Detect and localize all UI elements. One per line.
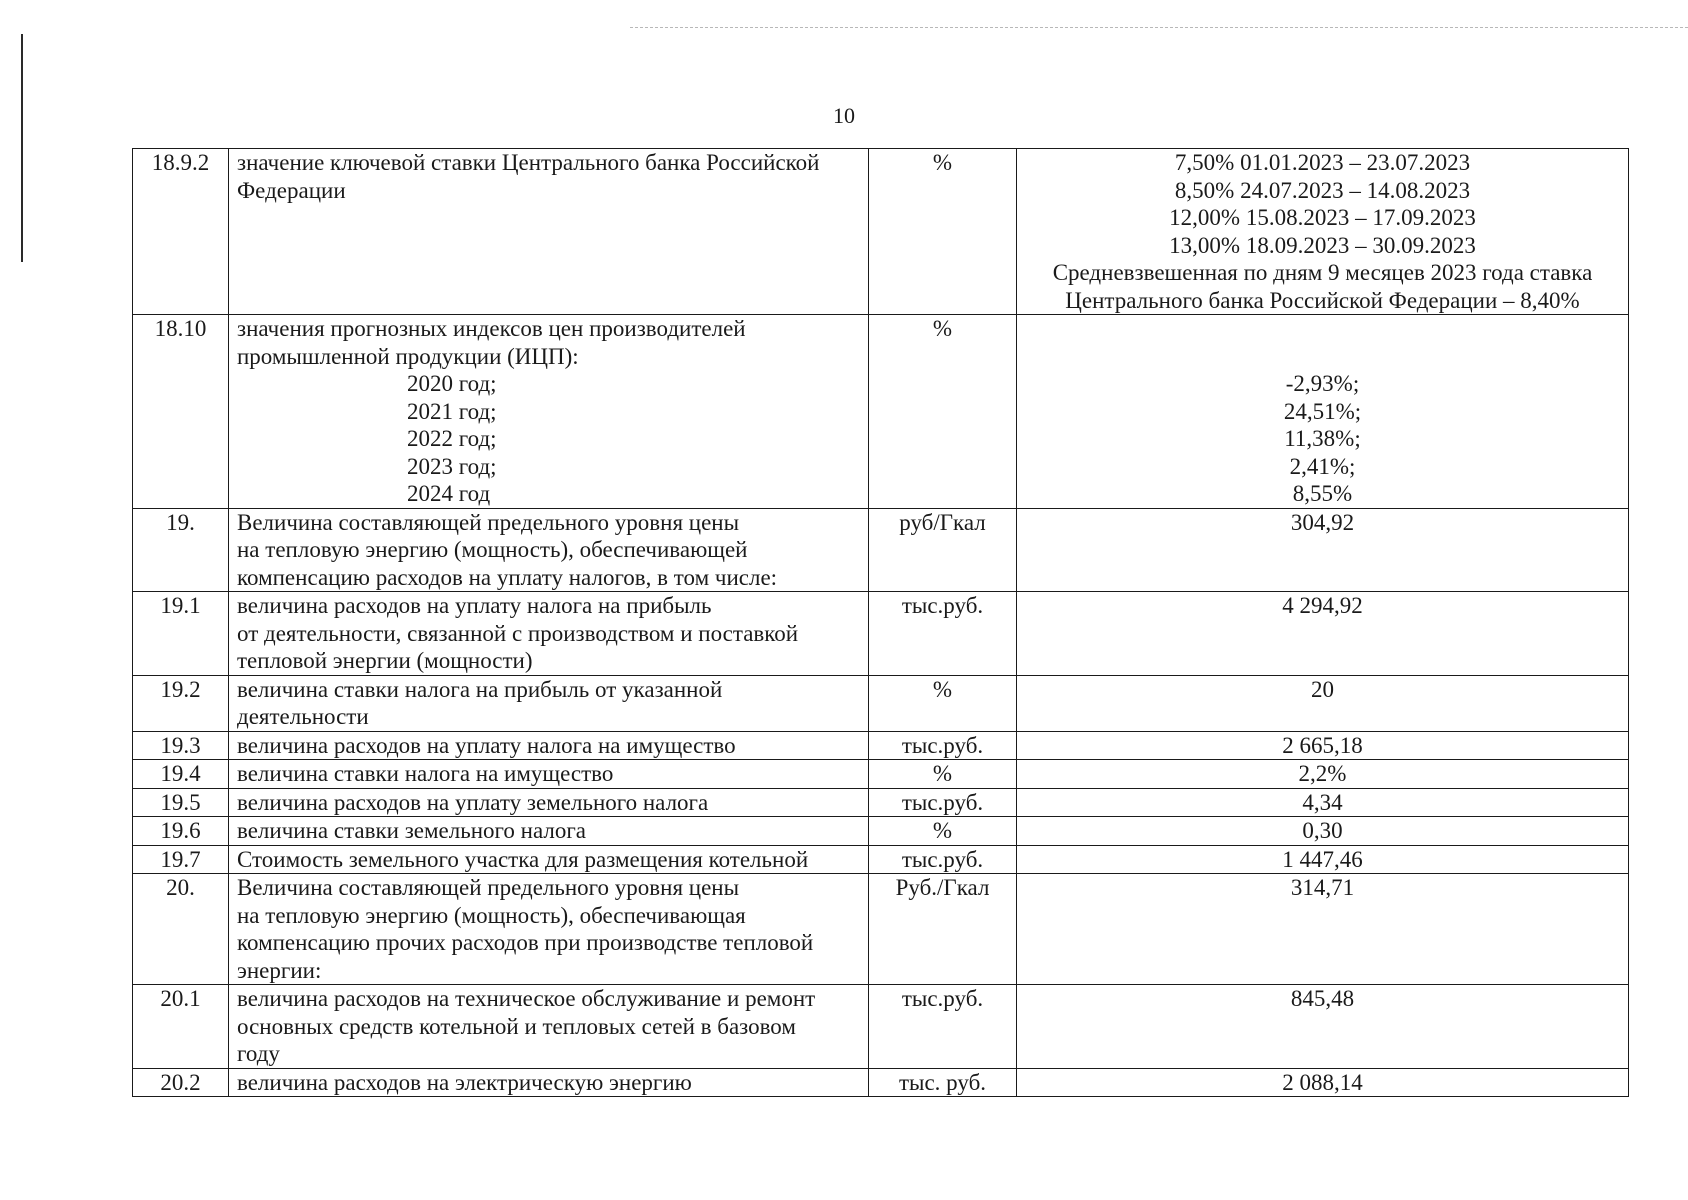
row-number: 19.3 <box>133 731 229 760</box>
table-row <box>133 874 1629 985</box>
description-line: величина ставки налога на прибыль от указанной <box>237 676 723 702</box>
table-row <box>133 315 1629 509</box>
table-row <box>133 760 1629 789</box>
description-line: промышленной продукции (ИЦП): <box>237 343 579 369</box>
row-number: 19.7 <box>133 845 229 874</box>
year-label: 2021 год; <box>407 398 497 424</box>
page-number: 10 <box>833 103 855 128</box>
row-unit: тыс.руб. <box>869 788 1017 817</box>
row-unit: тыс.руб. <box>869 592 1017 676</box>
row-number: 19.2 <box>133 675 229 731</box>
scan-margin-line <box>21 34 23 262</box>
row-description: Стоимость земельного участка для размещения котельной <box>229 845 869 874</box>
year-label: 2023 год; <box>407 453 497 479</box>
year-label: 2022 год; <box>407 426 497 451</box>
value-line: 13,00% 18.09.2023 – 30.09.2023 <box>1169 232 1476 258</box>
table-row <box>133 788 1629 817</box>
value-line: Центрального банка Российской Федерации – 8,40% <box>1065 287 1580 313</box>
row-unit: % <box>869 675 1017 731</box>
value-line: -2,93%; <box>1285 371 1360 396</box>
description-line: на тепловую энергию (мощность), обеспечивающая <box>237 902 746 928</box>
row-unit: руб/Гкал <box>869 508 1017 592</box>
row-value: 0,30 <box>1017 817 1629 846</box>
row-value: 2 088,14 <box>1017 1068 1629 1097</box>
row-unit: % <box>869 817 1017 846</box>
row-number: 19.5 <box>133 788 229 817</box>
description-line: компенсацию расходов на уплату налогов, в том числе: <box>237 564 778 590</box>
table-row <box>133 508 1629 592</box>
description-line: от деятельности, связанной с производством и поставкой <box>237 620 799 646</box>
description-line: Величина составляющей предельного уровня цены <box>237 509 740 535</box>
row-description <box>229 592 869 676</box>
row-number: 18.10 <box>133 315 229 509</box>
value-line: 12,00% 15.08.2023 – 17.09.2023 <box>1169 205 1476 230</box>
table-row <box>133 731 1629 760</box>
value-line: 11,38%; <box>1284 426 1361 451</box>
year-label: 2024 год <box>407 481 491 506</box>
description-line: основных средств котельной и тепловых сетей в базовом <box>237 1013 796 1039</box>
row-unit: тыс.руб. <box>869 731 1017 760</box>
row-number: 18.9.2 <box>133 149 229 315</box>
description-line: значения прогнозных индексов цен производителей <box>237 316 746 341</box>
table-row <box>133 592 1629 676</box>
row-number: 19.6 <box>133 817 229 846</box>
row-number: 20.1 <box>133 985 229 1069</box>
description-line: деятельности <box>237 704 369 729</box>
row-description <box>229 874 869 985</box>
row-description: величина ставки земельного налога <box>229 817 869 846</box>
value-line: 24,51%; <box>1283 398 1362 424</box>
row-description <box>229 315 869 509</box>
row-value: 314,71 <box>1017 874 1629 985</box>
description-line: тепловой энергии (мощности) <box>237 648 533 673</box>
description-line: компенсацию прочих расходов при производстве тепловой <box>237 930 814 955</box>
description-line: величина расходов на уплату налога на прибыль <box>237 593 712 618</box>
row-description <box>229 985 869 1069</box>
row-value: 2 665,18 <box>1017 731 1629 760</box>
row-value: 304,92 <box>1017 508 1629 592</box>
year-label: 2020 год; <box>407 371 497 396</box>
row-number: 19.1 <box>133 592 229 676</box>
row-unit: тыс.руб. <box>869 985 1017 1069</box>
table-row <box>133 675 1629 731</box>
row-value: 2,2% <box>1017 760 1629 789</box>
row-unit: % <box>869 760 1017 789</box>
row-description: величина расходов на электрическую энергию <box>229 1068 869 1097</box>
description-line: Величина составляющей предельного уровня цены <box>237 875 740 900</box>
row-value: 4 294,92 <box>1017 592 1629 676</box>
row-value: 4,34 <box>1017 788 1629 817</box>
table-row <box>133 845 1629 874</box>
table-row <box>133 817 1629 846</box>
value-line: 7,50% 01.01.2023 – 23.07.2023 <box>1174 150 1471 175</box>
row-unit: тыс. руб. <box>869 1068 1017 1097</box>
row-description <box>229 149 869 315</box>
table-row <box>133 149 1629 315</box>
value-line: Средневзвешенная по дням 9 месяцев 2023 года ставка <box>1052 260 1593 285</box>
description-line: величина расходов на техническое обслуживание и ремонт <box>237 986 816 1011</box>
value-line: 2,41%; <box>1289 453 1356 479</box>
value-line: 8,55% <box>1292 481 1353 506</box>
description-line: на тепловую энергию (мощность), обеспечивающей <box>237 537 748 562</box>
description-line: значение ключевой ставки Центрального банка Российской <box>237 150 820 175</box>
row-description: величина ставки налога на имущество <box>229 760 869 789</box>
scan-top-rule <box>630 27 1688 28</box>
row-number: 19.4 <box>133 760 229 789</box>
row-value: 1 447,46 <box>1017 845 1629 874</box>
row-number: 20. <box>133 874 229 985</box>
value-line: 8,50% 24.07.2023 – 14.08.2023 <box>1174 177 1471 203</box>
row-description <box>229 508 869 592</box>
row-number: 19. <box>133 508 229 592</box>
row-value: 845,48 <box>1017 985 1629 1069</box>
table-row <box>133 985 1629 1069</box>
row-unit: % <box>869 149 1017 315</box>
description-line: энергии: <box>237 957 322 983</box>
tariff-parameters-table <box>132 148 1629 1097</box>
row-number: 20.2 <box>133 1068 229 1097</box>
row-value: 20 <box>1017 675 1629 731</box>
row-value <box>1017 315 1629 509</box>
row-unit: Руб./Гкал <box>869 874 1017 985</box>
row-unit: % <box>869 315 1017 509</box>
row-value <box>1017 149 1629 315</box>
row-unit: тыс.руб. <box>869 845 1017 874</box>
row-description: величина расходов на уплату земельного налога <box>229 788 869 817</box>
description-line: Федерации <box>237 177 346 203</box>
row-description <box>229 675 869 731</box>
row-description: величина расходов на уплату налога на имущество <box>229 731 869 760</box>
description-line: году <box>237 1041 280 1066</box>
table-row <box>133 1068 1629 1097</box>
